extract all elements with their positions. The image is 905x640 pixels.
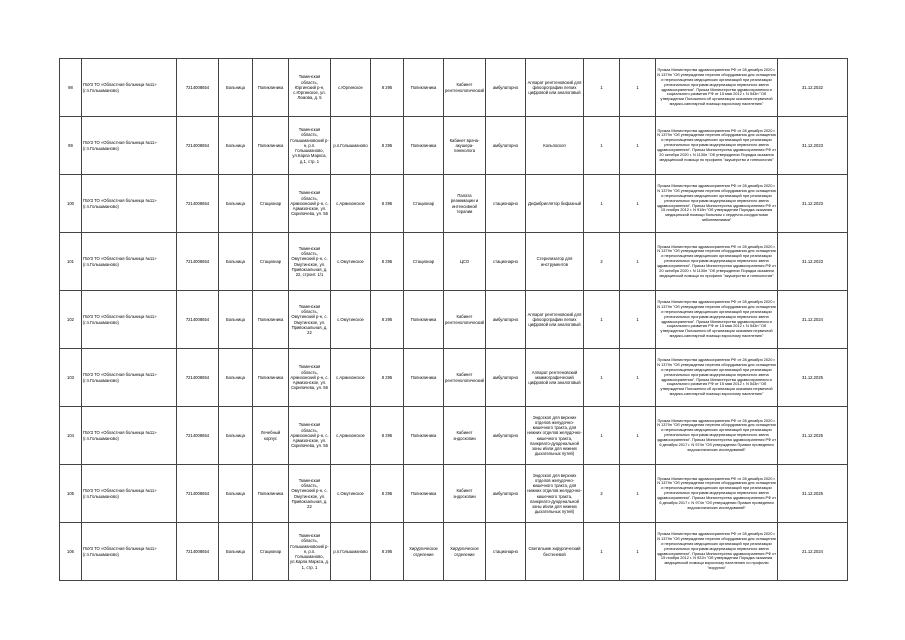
deadline-date-cell: 31.12.2023 — [778, 233, 848, 291]
quantity-2-cell: 1 — [620, 523, 656, 581]
quantity-cell: 1 — [584, 117, 620, 175]
quantity-cell: 2 — [584, 465, 620, 523]
equipment-cell: Кольпоскоп — [526, 117, 584, 175]
room-cell: Кабинет эндоскопии — [444, 407, 486, 465]
organization-name-cell: ГБУЗ ТО «Областная больница №11» (г.п.Голышманово) — [82, 465, 177, 523]
unit-cell: Поликлиника — [253, 59, 289, 117]
code-cell: 8 295 — [371, 117, 404, 175]
equipment-cell: Эндоскоп для верхних отделов желудочно-кишечного тракта, для нижних отделов желудочно-кишечного тракта, панкреато-дуоденальной зоны и/или для нижних дыхательных путей) — [526, 465, 584, 523]
quantity-cell: 1 — [584, 59, 620, 117]
unit-cell: Поликлиника — [253, 465, 289, 523]
inn-cell: 7214008654 — [177, 291, 219, 349]
table-row — [60, 291, 848, 349]
equipment-cell: Светильник хирургический бестеневой — [526, 523, 584, 581]
organization-name-cell: ГБУЗ ТО «Областная больница №11» (г.п.Голышманово) — [82, 59, 177, 117]
room-cell: Кабинет эндоскопии — [444, 465, 486, 523]
address-cell: Тюменская область, Армизонский р-н, с. Армизонское, ул. Скрипачева, ул. 56 — [289, 175, 331, 233]
row-number-cell: 100 — [60, 175, 82, 233]
table-row — [60, 465, 848, 523]
department-cell: Поликлиника — [404, 407, 444, 465]
order-reference-cell: Приказ Министерства здравоохранения РФ от 28 декабря 2020 г. N 1379н "Об утверждении перечня оборудования для оснащения и переоснащения медицинских организаций при реализации региональных программ модернизации первичного звена здравоохранения". Приказ Министерства здравоохранения РФ от 15 ноября 2012 г. N 918н "Об утверждении Порядка оказания медицинской помощи больным с сердечно-сосудистыми заболеваниями" — [656, 175, 778, 233]
deadline-date-cell: 31.12.2025 — [778, 349, 848, 407]
unit-cell: Поликлиника — [253, 117, 289, 175]
facility-type-cell: Больница — [219, 117, 253, 175]
quantity-2-cell: 1 — [620, 117, 656, 175]
order-reference-cell: Приказ Министерства здравоохранения РФ от 28 декабря 2020 г. N 1379н "Об утверждении перечня оборудования для оснащения и переоснащения медицинских организаций при реализации региональных программ модернизации первичного звена здравоохранения". Приказ Министерства здравоохранения и социального развития РФ от 15 мая 2012 г. N 543н "Об утверждении Положения об организации оказания первичной медико-санитарной помощи взрослому населению" — [656, 291, 778, 349]
equipment-cell: Дефибриллятор бифазный — [526, 175, 584, 233]
address-cell: Тюменская область, Омутинский р-н, с. Омутинское, ул. Привокзальная, д. 22, строит. 1/1 — [289, 233, 331, 291]
table-row — [60, 59, 848, 117]
table-row — [60, 233, 848, 291]
facility-type-cell: Больница — [219, 59, 253, 117]
facility-type-cell: Больница — [219, 349, 253, 407]
address-cell: Тюменская область, Голышмановский р-н, р.п. Голышманово, ул.Карла Маркса, д. 1, стр. 1 — [289, 523, 331, 581]
organization-name-cell: ГБУЗ ТО «Областная больница №11» (г.п.Голышманово) — [82, 523, 177, 581]
inn-cell: 7214008654 — [177, 523, 219, 581]
organization-name-cell: ГБУЗ ТО «Областная больница №11» (г.п.Голышманово) — [82, 349, 177, 407]
quantity-cell: 1 — [584, 175, 620, 233]
row-number-cell: 106 — [60, 523, 82, 581]
locality-cell: р.п.Голышманово — [331, 523, 371, 581]
deadline-date-cell: 31.12.2025 — [778, 407, 848, 465]
facility-type-cell: Больница — [219, 523, 253, 581]
inn-cell: 7214008654 — [177, 349, 219, 407]
facility-type-cell: Больница — [219, 175, 253, 233]
locality-cell: с.Омутинское — [331, 233, 371, 291]
room-cell: Хирургическое отделение — [444, 523, 486, 581]
locality-cell: с.Армизонское — [331, 407, 371, 465]
row-number-cell: 103 — [60, 349, 82, 407]
quantity-cell: 2 — [584, 233, 620, 291]
organization-name-cell: ГБУЗ ТО «Областная больница №11» (г.п.Голышманово) — [82, 407, 177, 465]
table-row — [60, 349, 848, 407]
organization-name-cell: ГБУЗ ТО «Областная больница №11» (г.п.Голышманово) — [82, 291, 177, 349]
equipment-table — [59, 58, 848, 581]
inn-cell: 7214008654 — [177, 117, 219, 175]
organization-name-cell: ГБУЗ ТО «Областная больница №11» (г.п.Голышманово) — [82, 117, 177, 175]
code-cell: 8 295 — [371, 349, 404, 407]
row-number-cell: 105 — [60, 465, 82, 523]
quantity-2-cell: 1 — [620, 407, 656, 465]
row-number-cell: 98 — [60, 59, 82, 117]
care-form-cell: амбулаторно — [486, 465, 526, 523]
inn-cell: 7214008654 — [177, 175, 219, 233]
room-cell: Кабинет врача-акушера-гинеколога — [444, 117, 486, 175]
code-cell: 8 295 — [371, 291, 404, 349]
quantity-cell: 1 — [584, 349, 620, 407]
care-form-cell: стационарно — [486, 523, 526, 581]
department-cell: Стационар — [404, 175, 444, 233]
address-cell: Тюменская область, Армизонский р-н, с. Армизонское, ул. Скрипачева, ул. 56 — [289, 407, 331, 465]
equipment-cell: Стерилизатор для инструментов — [526, 233, 584, 291]
code-cell: 8 295 — [371, 233, 404, 291]
deadline-date-cell: 21.12.2024 — [778, 523, 848, 581]
department-cell: Хирургическое отделение — [404, 523, 444, 581]
order-reference-cell: Приказ Министерства здравоохранения РФ от 28 декабря 2020 г. N 1379н "Об утверждении перечня оборудования для оснащения и переоснащения медицинских организаций при реализации региональных программ модернизации первичного звена здравоохранения". Приказ Министерства здравоохранения РФ от 20 октября 2020 г. N 1130н "Об утверждении Порядка оказания медицинской помощи по профилю "акушерство и гинекология" — [656, 117, 778, 175]
table-row — [60, 175, 848, 233]
inn-cell: 7214008654 — [177, 407, 219, 465]
care-form-cell: стационарно — [486, 175, 526, 233]
facility-type-cell: Больница — [219, 407, 253, 465]
order-reference-cell: Приказ Министерства здравоохранения РФ от 28 декабря 2020 г. N 1379н "Об утверждении перечня оборудования для оснащения и переоснащения медицинских организаций при реализации региональных программ модернизации первичного звена здравоохранения". Приказ Министерства здравоохранения РФ от 6 декабря 2017 г. N 974н "Об утверждении Правил проведения эндоскопических исследований" — [656, 465, 778, 523]
department-cell: Поликлиника — [404, 291, 444, 349]
order-reference-cell: Приказ Министерства здравоохранения РФ от 28 декабря 2020 г. N 1379н "Об утверждении перечня оборудования для оснащения и переоснащения медицинских организаций при реализации региональных программ модернизации первичного звена здравоохранения". Приказ Министерства здравоохранения и социального развития РФ от 15 мая 2012 г. N 543н "Об утверждении Положения об организации оказания первичной медико-санитарной помощи взрослому населению" — [656, 349, 778, 407]
department-cell: Поликлиника — [404, 117, 444, 175]
equipment-cell: Эндоскоп для верхних отделов желудочно-кишечного тракта, для нижних отделов желудочно-кишечного тракта, панкреато-дуоденальной зоны и/или для нижних дыхательных путей) — [526, 407, 584, 465]
address-cell: Тюменская область, Омутинский р-н, с. Омутинское, ул. Привокзальная, д. 22 — [289, 465, 331, 523]
code-cell: 8 295 — [371, 465, 404, 523]
table-body — [60, 59, 848, 581]
deadline-date-cell: 31.12.2025 — [778, 465, 848, 523]
unit-cell: Поликлиника — [253, 291, 289, 349]
inn-cell: 7214008654 — [177, 465, 219, 523]
department-cell: Стационар — [404, 233, 444, 291]
quantity-2-cell: 1 — [620, 349, 656, 407]
row-number-cell: 99 — [60, 117, 82, 175]
locality-cell: р.п.Голышманово — [331, 117, 371, 175]
inn-cell: 7214008654 — [177, 233, 219, 291]
organization-name-cell: ГБУЗ ТО «Областная больница №11» (г.п.Голышманово) — [82, 233, 177, 291]
unit-cell: Лечебный корпус — [253, 407, 289, 465]
address-cell: Тюменская область, Голышмановский р-н, р.п. Голышманово, ул.Карла Маркса, д.1, стр. 1 — [289, 117, 331, 175]
order-reference-cell: Приказ Министерства здравоохранения РФ от 28 декабря 2020 г. N 1379н "Об утверждении перечня оборудования для оснащения и переоснащения медицинских организаций при реализации региональных программ модернизации первичного звена здравоохранения". Приказ Министерства здравоохранения и социального развития РФ от 15 мая 2012 г. N 543н "Об утверждении Положения об организации оказания первичной медико-санитарной помощи взрослому населению" — [656, 59, 778, 117]
care-form-cell: амбулаторно — [486, 291, 526, 349]
quantity-2-cell: 1 — [620, 465, 656, 523]
room-cell: Палата реанимации и интенсивной терапии — [444, 175, 486, 233]
equipment-cell: Аппарат рентгеновский для флюорографии легких цифровой или аналоговый — [526, 291, 584, 349]
code-cell: 8 295 — [371, 175, 404, 233]
quantity-2-cell: 1 — [620, 233, 656, 291]
code-cell: 8 295 — [371, 523, 404, 581]
locality-cell: с.Армизонское — [331, 349, 371, 407]
address-cell: Тюменская область, Омутинский р-н, с. Омутинское, ул. Привокзальная, д. 22 — [289, 291, 331, 349]
care-form-cell: амбулаторно — [486, 407, 526, 465]
room-cell: Кабинет рентгенологический — [444, 59, 486, 117]
room-cell: Кабинет рентгенологический — [444, 349, 486, 407]
code-cell: 8 295 — [371, 59, 404, 117]
code-cell: 8 295 — [371, 407, 404, 465]
care-form-cell: амбулаторно — [486, 349, 526, 407]
care-form-cell: амбулаторно — [486, 117, 526, 175]
locality-cell: с.Омутинское — [331, 291, 371, 349]
department-cell: Поликлиника — [404, 59, 444, 117]
address-cell: Тюменская область, Юргинский р-н, с.Юргинское, ул. Ломова, д. 5 — [289, 59, 331, 117]
quantity-cell: 1 — [584, 407, 620, 465]
locality-cell: с.Юргинское — [331, 59, 371, 117]
quantity-cell: 1 — [584, 523, 620, 581]
address-cell: Тюменская область, Армизонский р-н, с. Армизонское, ул. Скрипачева, ул. 56 — [289, 349, 331, 407]
quantity-2-cell: 1 — [620, 291, 656, 349]
table-row — [60, 407, 848, 465]
quantity-2-cell: 1 — [620, 59, 656, 117]
equipment-cell: Аппарат рентгеновский маммографический цифровой или аналоговый — [526, 349, 584, 407]
facility-type-cell: Больница — [219, 465, 253, 523]
inn-cell: 7214008654 — [177, 59, 219, 117]
room-cell: ЦСО — [444, 233, 486, 291]
order-reference-cell: Приказ Министерства здравоохранения РФ от 28 декабря 2020 г. N 1379н "Об утверждении перечня оборудования для оснащения и переоснащения медицинских организаций при реализации региональных программ модернизации первичного звена здравоохранения". Приказ Министерства здравоохранения РФ от 6 декабря 2017 г. N 974н "Об утверждении Правил проведения эндоскопических исследований" — [656, 407, 778, 465]
room-cell: Кабинет рентгенологический — [444, 291, 486, 349]
department-cell: Поликлиника — [404, 349, 444, 407]
quantity-cell: 1 — [584, 291, 620, 349]
department-cell: Поликлиника — [404, 465, 444, 523]
deadline-date-cell: 31.12.2023 — [778, 117, 848, 175]
equipment-cell: Аппарат рентгеновский для флюорографии легких цифровой или аналоговый — [526, 59, 584, 117]
quantity-2-cell: 1 — [620, 175, 656, 233]
row-number-cell: 102 — [60, 291, 82, 349]
facility-type-cell: Больница — [219, 291, 253, 349]
deadline-date-cell: 31.12.2022 — [778, 59, 848, 117]
organization-name-cell: ГБУЗ ТО «Областная больница №11» (г.п.Голышманово) — [82, 175, 177, 233]
care-form-cell: стационарно — [486, 233, 526, 291]
deadline-date-cell: 31.12.2024 — [778, 291, 848, 349]
table-row — [60, 523, 848, 581]
locality-cell: с.Омутинское — [331, 465, 371, 523]
facility-type-cell: Больница — [219, 233, 253, 291]
order-reference-cell: Приказ Министерства здравоохранения РФ от 28 декабря 2020 г. N 1379н "Об утверждении перечня оборудования для оснащения и переоснащения медицинских организаций при реализации региональных программ модернизации первичного звена здравоохранения". Приказ Министерства здравоохранения РФ от 15 ноября 2012 г. N 922н "Об утверждении Порядка оказания медицинской помощи взрослому населению по профилю "хирургия" — [656, 523, 778, 581]
unit-cell: Стационар — [253, 233, 289, 291]
order-reference-cell: Приказ Министерства здравоохранения РФ от 28 декабря 2020 г. N 1379н "Об утверждении перечня оборудования для оснащения и переоснащения медицинских организаций при реализации региональных программ модернизации первичного звена здравоохранения". Приказ Министерства здравоохранения РФ от 20 октября 2020 г. N 1130н "Об утверждении Порядка оказания медицинской помощи по профилю "акушерство и гинекология" — [656, 233, 778, 291]
unit-cell: Поликлиника — [253, 349, 289, 407]
row-number-cell: 101 — [60, 233, 82, 291]
table-row — [60, 117, 848, 175]
care-form-cell: амбулаторно — [486, 59, 526, 117]
locality-cell: с.Армизонское — [331, 175, 371, 233]
unit-cell: Стационар — [253, 175, 289, 233]
row-number-cell: 104 — [60, 407, 82, 465]
unit-cell: Стационар — [253, 523, 289, 581]
deadline-date-cell: 31.12.2023 — [778, 175, 848, 233]
